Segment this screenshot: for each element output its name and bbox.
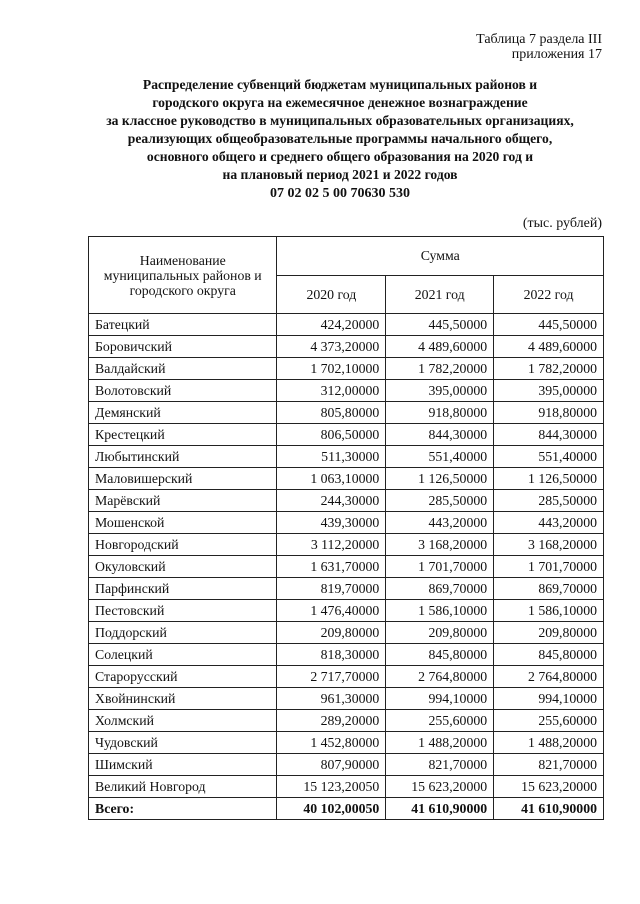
value-2021: 209,80000: [386, 622, 494, 644]
value-2021: 845,80000: [386, 644, 494, 666]
value-2020: 1 631,70000: [277, 556, 386, 578]
value-2022: 255,60000: [494, 710, 604, 732]
column-header-2022: 2022 год: [494, 276, 604, 314]
value-2020: 511,30000: [277, 446, 386, 468]
table-row: [89, 754, 604, 776]
total-label: Всего:: [89, 798, 277, 820]
district-name: Окуловский: [89, 556, 277, 578]
value-2021: 1 782,20000: [386, 358, 494, 380]
district-name: Парфинский: [89, 578, 277, 600]
column-header-2020: 2020 год: [277, 276, 386, 314]
table-row: [89, 556, 604, 578]
table-row: [89, 314, 604, 336]
value-2020: 961,30000: [277, 688, 386, 710]
table-row: [89, 732, 604, 754]
district-name: Старорусский: [89, 666, 277, 688]
table-row: [89, 600, 604, 622]
value-2020: 818,30000: [277, 644, 386, 666]
document-title: [70, 76, 610, 184]
value-2022: 1 782,20000: [494, 358, 604, 380]
value-2022: 2 764,80000: [494, 666, 604, 688]
table-body: [89, 314, 604, 820]
value-2021: 1 488,20000: [386, 732, 494, 754]
value-2021: 918,80000: [386, 402, 494, 424]
title-line: на плановый период 2021 и 2022 годов: [222, 167, 458, 182]
column-header-name: Наименование муниципальных районов и городского округа: [89, 237, 277, 314]
value-2021: 2 764,80000: [386, 666, 494, 688]
value-2021: 1 126,50000: [386, 468, 494, 490]
table-row: [89, 666, 604, 688]
value-2020: 805,80000: [277, 402, 386, 424]
district-name: Солецкий: [89, 644, 277, 666]
column-header-sum: Сумма: [277, 237, 604, 276]
title-line: основного общего и среднего общего образования на 2020 год и: [146, 149, 534, 164]
table-row: [89, 336, 604, 358]
value-2022: 285,50000: [494, 490, 604, 512]
value-2020: 1 452,80000: [277, 732, 386, 754]
table-row: [89, 644, 604, 666]
value-2021: 869,70000: [386, 578, 494, 600]
value-2022: 395,00000: [494, 380, 604, 402]
table-row: [89, 688, 604, 710]
value-2020: 807,90000: [277, 754, 386, 776]
value-2021: 1 701,70000: [386, 556, 494, 578]
value-2022: 1 488,20000: [494, 732, 604, 754]
value-2022: 844,30000: [494, 424, 604, 446]
table-row: [89, 380, 604, 402]
value-2022: 209,80000: [494, 622, 604, 644]
district-name: Демянский: [89, 402, 277, 424]
district-name: Волотовский: [89, 380, 277, 402]
value-2020: 209,80000: [277, 622, 386, 644]
value-2021: 844,30000: [386, 424, 494, 446]
table-row: [89, 468, 604, 490]
value-2022: 918,80000: [494, 402, 604, 424]
title-line: городского округа на ежемесячное денежное вознаграждение: [152, 95, 528, 110]
value-2021: 4 489,60000: [386, 336, 494, 358]
total-row: [89, 798, 604, 820]
total-2020: 40 102,00050: [277, 798, 386, 820]
value-2022: 445,50000: [494, 314, 604, 336]
value-2021: 1 586,10000: [386, 600, 494, 622]
table-row: [89, 424, 604, 446]
value-2021: 3 168,20000: [386, 534, 494, 556]
total-2021: 41 610,90000: [386, 798, 494, 820]
value-2021: 551,40000: [386, 446, 494, 468]
units-label: (тыс. рублей): [522, 216, 602, 231]
budget-classification-code: 07 02 02 5 00 70630 530: [270, 186, 410, 201]
district-name: Боровичский: [89, 336, 277, 358]
district-name: Маловишерский: [89, 468, 277, 490]
value-2022: 551,40000: [494, 446, 604, 468]
value-2022: 15 623,20000: [494, 776, 604, 798]
value-2021: 994,10000: [386, 688, 494, 710]
district-name: Крестецкий: [89, 424, 277, 446]
value-2020: 312,00000: [277, 380, 386, 402]
table-row: [89, 534, 604, 556]
subvention-table: [88, 236, 604, 820]
value-2021: 821,70000: [386, 754, 494, 776]
value-2022: 821,70000: [494, 754, 604, 776]
value-2021: 15 623,20000: [386, 776, 494, 798]
district-name: Великий Новгород: [89, 776, 277, 798]
column-header-2021: 2021 год: [386, 276, 494, 314]
value-2020: 1 476,40000: [277, 600, 386, 622]
value-2022: 3 168,20000: [494, 534, 604, 556]
district-name: Валдайский: [89, 358, 277, 380]
district-name: Хвойнинский: [89, 688, 277, 710]
value-2020: 2 717,70000: [277, 666, 386, 688]
value-2022: 1 701,70000: [494, 556, 604, 578]
district-name: Батецкий: [89, 314, 277, 336]
district-name: Марёвский: [89, 490, 277, 512]
value-2022: 845,80000: [494, 644, 604, 666]
value-2020: 289,20000: [277, 710, 386, 732]
district-name: Мошенской: [89, 512, 277, 534]
table-row: [89, 490, 604, 512]
district-name: Чудовский: [89, 732, 277, 754]
value-2021: 395,00000: [386, 380, 494, 402]
value-2022: 994,10000: [494, 688, 604, 710]
value-2021: 445,50000: [386, 314, 494, 336]
table-row: [89, 358, 604, 380]
district-name: Новгородский: [89, 534, 277, 556]
table-row: [89, 446, 604, 468]
title-line: за классное руководство в муниципальных образовательных организациях,: [106, 113, 574, 128]
district-name: Шимский: [89, 754, 277, 776]
value-2021: 255,60000: [386, 710, 494, 732]
value-2020: 439,30000: [277, 512, 386, 534]
value-2020: 3 112,20000: [277, 534, 386, 556]
table-row: [89, 622, 604, 644]
value-2021: 285,50000: [386, 490, 494, 512]
value-2022: 443,20000: [494, 512, 604, 534]
value-2022: 1 126,50000: [494, 468, 604, 490]
title-line: Распределение субвенций бюджетам муниципальных районов и: [142, 77, 538, 92]
value-2020: 1 063,10000: [277, 468, 386, 490]
district-name: Любытинский: [89, 446, 277, 468]
value-2022: 1 586,10000: [494, 600, 604, 622]
district-name: Пестовский: [89, 600, 277, 622]
table-row: [89, 578, 604, 600]
value-2020: 244,30000: [277, 490, 386, 512]
document-reference: [476, 32, 602, 62]
table-row: [89, 402, 604, 424]
reference-table-number: Таблица 7 раздела III: [476, 32, 602, 47]
value-2022: 869,70000: [494, 578, 604, 600]
value-2020: 4 373,20000: [277, 336, 386, 358]
total-2022: 41 610,90000: [494, 798, 604, 820]
value-2020: 15 123,20050: [277, 776, 386, 798]
table-row: [89, 776, 604, 798]
district-name: Поддорский: [89, 622, 277, 644]
reference-appendix: приложения 17: [511, 47, 602, 62]
value-2020: 806,50000: [277, 424, 386, 446]
value-2020: 1 702,10000: [277, 358, 386, 380]
value-2022: 4 489,60000: [494, 336, 604, 358]
table-row: [89, 512, 604, 534]
table-row: [89, 710, 604, 732]
value-2020: 819,70000: [277, 578, 386, 600]
district-name: Холмский: [89, 710, 277, 732]
value-2020: 424,20000: [277, 314, 386, 336]
title-line: реализующих общеобразовательные программы начального общего,: [127, 131, 553, 146]
value-2021: 443,20000: [386, 512, 494, 534]
